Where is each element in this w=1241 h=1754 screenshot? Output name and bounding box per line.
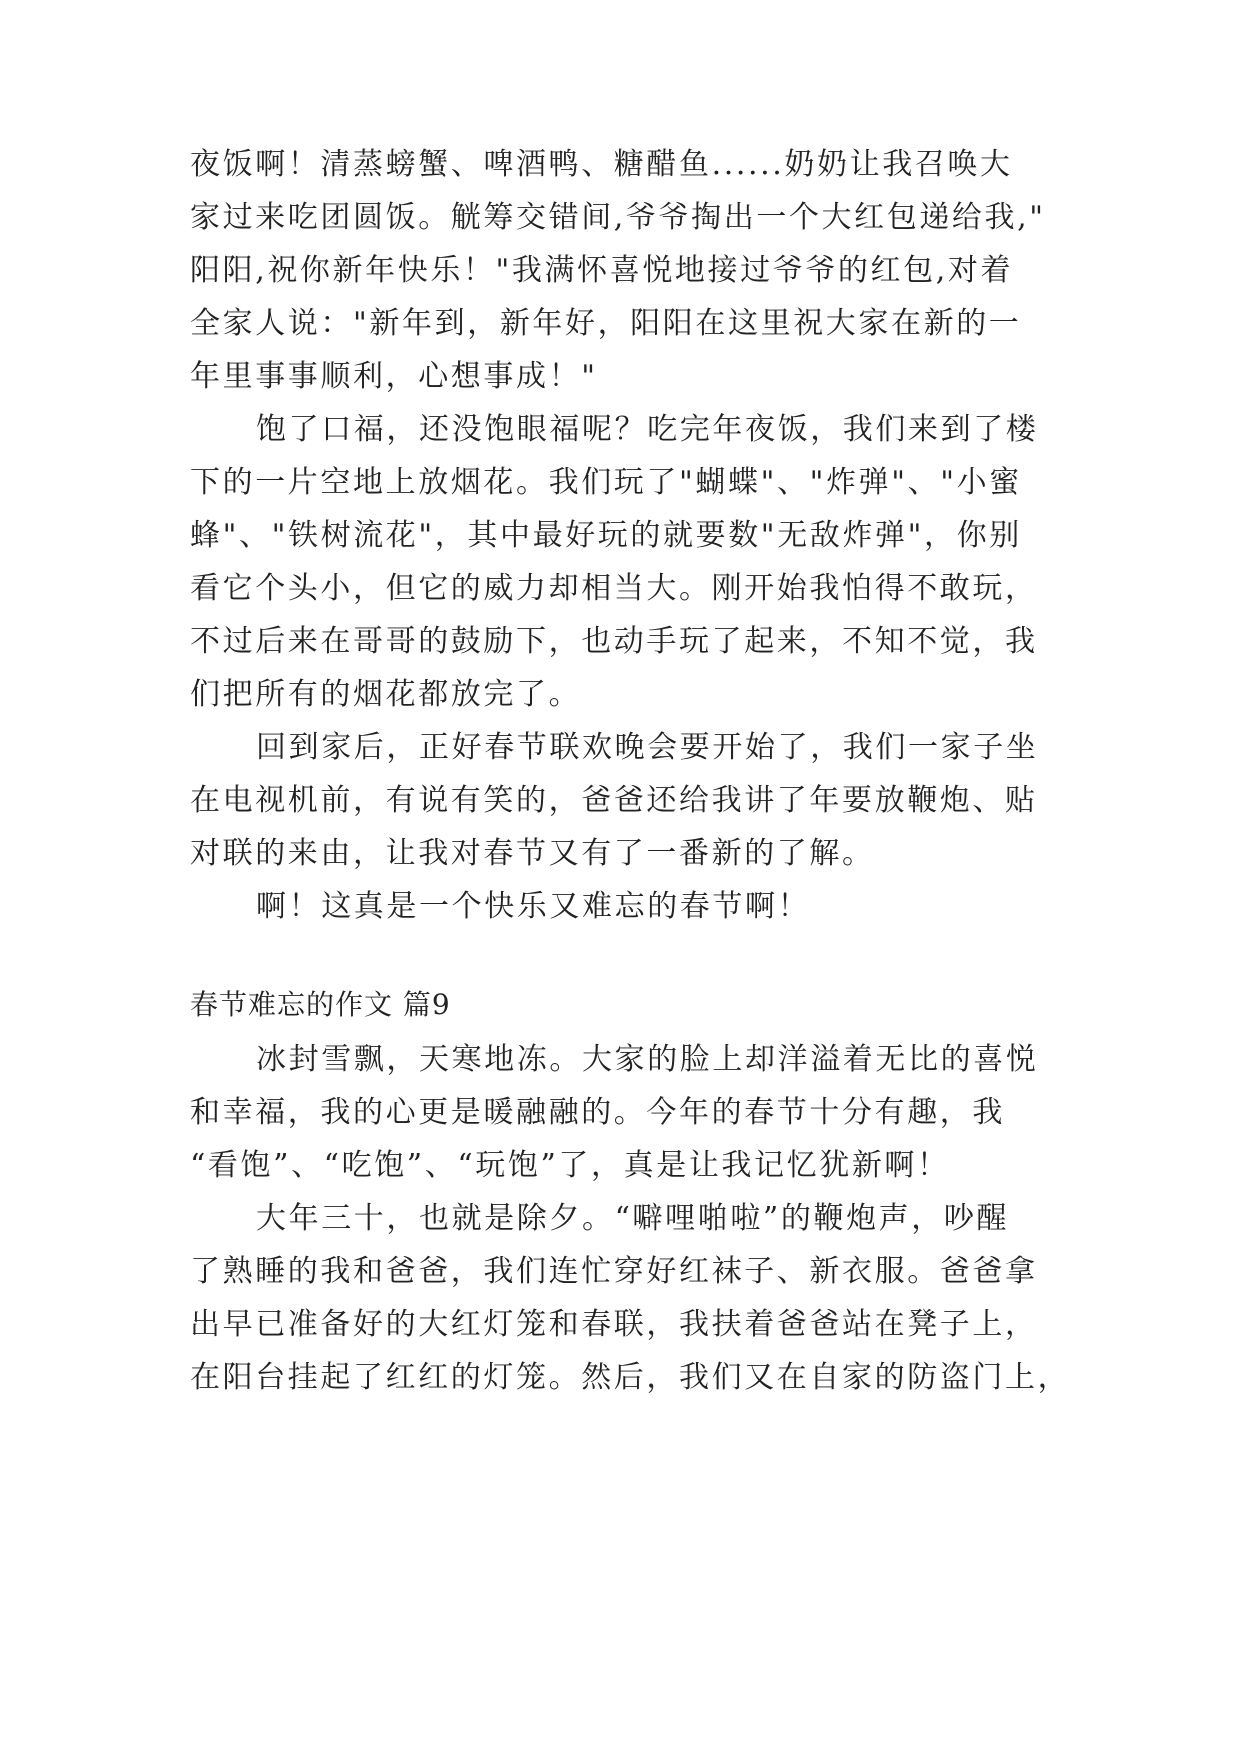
text-line: 在电视机前，有说有笑的，爸爸还给我讲了年要放鞭炮、贴: [190, 783, 1038, 818]
text-line: 了熟睡的我和爸爸，我们连忙穿好红袜子、新衣服。爸爸拿: [190, 1254, 1038, 1289]
text-line: 对联的来由，让我对春节又有了一番新的了解。: [190, 836, 875, 871]
text-line: 全家人说："新年到，新年好，阳阳在这里祝大家在新的一: [190, 306, 1022, 341]
text-line: 在阳台挂起了红红的灯笼。然后，我们又在自家的防盗门上，: [190, 1360, 1071, 1395]
paragraph-first-line: 回到家后，正好春节联欢晚会要开始了，我们一家子坐: [256, 730, 1039, 765]
text-line: 出早已准备好的大红灯笼和春联，我扶着爸爸站在凳子上，: [190, 1307, 1038, 1342]
section-heading: 春节难忘的作文 篇9: [190, 988, 451, 1021]
paragraph-first-line: 啊！这真是一个快乐又难忘的春节啊！: [256, 889, 811, 924]
text-line: 下的一片空地上放烟花。我们玩了"蝴蝶"、"炸弹"、"小蜜: [190, 465, 1022, 500]
text-line: 阳阳,祝你新年快乐！"我满怀喜悦地接过爷爷的红包,对着: [190, 253, 1014, 288]
paragraph-first-line: 冰封雪飘，天寒地冻。大家的脸上却洋溢着无比的喜悦: [256, 1042, 1039, 1077]
text-line: 们把所有的烟花都放完了。: [190, 677, 582, 712]
paragraph-first-line: 饱了口福，还没饱眼福呢？吃完年夜饭，我们来到了楼: [256, 412, 1039, 447]
text-line: 和幸福，我的心更是暖融融的。今年的春节十分有趣，我: [190, 1095, 1005, 1130]
text-line: 蜂"、"铁树流花"，其中最好玩的就要数"无敌炸弹"，你别: [190, 518, 1022, 553]
text-line: 看它个头小，但它的威力却相当大。刚开始我怕得不敢玩，: [190, 571, 1038, 606]
text-line: “看饱”、“吃饱”、“玩饱”了，真是让我记忆犹新啊！: [190, 1148, 950, 1183]
text-line: 家过来吃团圆饭。觥筹交错间,爷爷掏出一个大红包递给我,": [190, 200, 1046, 235]
text-line: 夜饭啊！清蒸螃蟹、啤酒鸭、糖醋鱼......奶奶让我召唤大: [190, 147, 1013, 182]
text-line: 不过后来在哥哥的鼓励下，也动手玩了起来，不知不觉，我: [190, 624, 1038, 659]
paragraph-first-line: 大年三十，也就是除夕。“噼哩啪啦”的鞭炮声，吵醒: [256, 1201, 1010, 1236]
text-line: 年里事事顺利，心想事成！": [190, 359, 598, 394]
